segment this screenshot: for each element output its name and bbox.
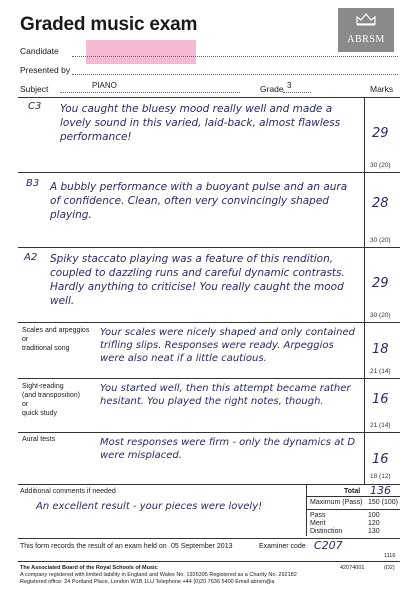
total-label: Total xyxy=(344,488,361,495)
distinction-value: 130 xyxy=(368,528,380,535)
pass-value: 100 xyxy=(368,512,380,519)
distinction-label: Distinction xyxy=(310,528,343,535)
section-1-comment: You caught the bluesy mood really well and made a lovely sound in this varied, laid-back, almost flawless performance! xyxy=(60,103,341,143)
section-6-mark: 16 xyxy=(372,452,389,467)
examiner-code: C207 xyxy=(314,539,343,552)
section-6-max: 18 (12) xyxy=(370,473,391,480)
merit-value: 120 xyxy=(368,520,380,527)
marks-label: Marks xyxy=(370,84,394,94)
section-6-label: Aural tests xyxy=(22,436,56,443)
merit-label: Merit xyxy=(310,520,326,527)
crown-icon xyxy=(355,12,377,26)
subject-value: PIANO xyxy=(92,81,117,90)
pass-label: Pass xyxy=(310,512,326,519)
candidate-redaction xyxy=(86,40,196,64)
record-text: This form records the result of an exam held on xyxy=(20,543,167,550)
grade-label: Grade xyxy=(260,84,284,94)
subject-label: Subject xyxy=(20,84,49,94)
section-3-comment: Spiky staccato playing was a feature of this rendition, coupled to dazzling runs and careful dynamic contrasts. Hardly anything to criticise! You really caught the mood well. xyxy=(50,253,345,307)
total-value: 136 xyxy=(370,484,391,497)
legal-line-2: A company registered with limited liability in England and Wales No. 1926395 Registered as a Charity No. 292182 xyxy=(20,572,297,578)
legal-line-3: Registered office: 24 Portland Place, London W1B 1LU Telephone +44 (0)20 7636 5400 Email abrsm@a xyxy=(20,579,275,585)
reference-code-2: (D2) xyxy=(384,565,395,571)
section-4-max: 21 (14) xyxy=(370,368,391,375)
section-2-code: B3 xyxy=(26,178,40,189)
section-4-mark: 18 xyxy=(372,342,389,357)
section-2-comment: A bubbly performance with a buoyant pulse and an aura of confidence. Clean, often very convincingly shaped playing. xyxy=(50,181,348,221)
section-1-mark: 29 xyxy=(372,126,389,141)
section-1-code: C3 xyxy=(28,101,42,112)
section-5-label: Sight-reading (and transposition) or quick study xyxy=(22,383,80,417)
section-2-max: 30 (20) xyxy=(370,237,391,244)
section-3-max: 30 (20) xyxy=(370,312,391,319)
section-3-code: A2 xyxy=(24,252,38,263)
section-5-mark: 16 xyxy=(372,392,389,407)
reference-code: 42074001 xyxy=(340,565,365,571)
presented-by-label: Presented by xyxy=(20,65,71,75)
form-title: Graded music exam xyxy=(20,14,198,35)
section-5-max: 21 (14) xyxy=(370,422,391,429)
examiner-code-label: Examiner code xyxy=(259,543,306,550)
form-number: 1116 xyxy=(384,553,396,559)
section-4-comment: Your scales were nicely shaped and only contained trifling slips. Responses were ready. Arpeggios were also neat if a little cautious. xyxy=(100,327,355,364)
grade-value: 3 xyxy=(287,81,292,90)
additional-comments-label: Additional comments if needed xyxy=(20,488,116,495)
section-6-comment: Most responses were firm - only the dynamics at D were misplaced. xyxy=(100,437,356,461)
maximum-value: 150 (100) xyxy=(368,499,398,506)
logo-text: ABRSM xyxy=(347,34,385,45)
abrsm-logo xyxy=(338,8,394,52)
section-4-label: Scales and arpeggios or traditional song xyxy=(22,327,90,352)
additional-comment: An excellent result - your pieces were lovely! xyxy=(36,501,263,512)
section-3-mark: 29 xyxy=(372,276,389,291)
maximum-label: Maximum (Pass) xyxy=(310,499,363,506)
exam-date: 05 September 2013 xyxy=(171,543,233,550)
section-5-comment: You started well, then this attempt became rather hesitant. You played the right notes, though. xyxy=(100,383,351,407)
candidate-label: Candidate xyxy=(20,46,59,56)
section-1-max: 30 (20) xyxy=(370,162,391,169)
section-2-mark: 28 xyxy=(372,196,389,211)
legal-line-1: The Associated Board of the Royal Schools of Music xyxy=(20,565,158,571)
